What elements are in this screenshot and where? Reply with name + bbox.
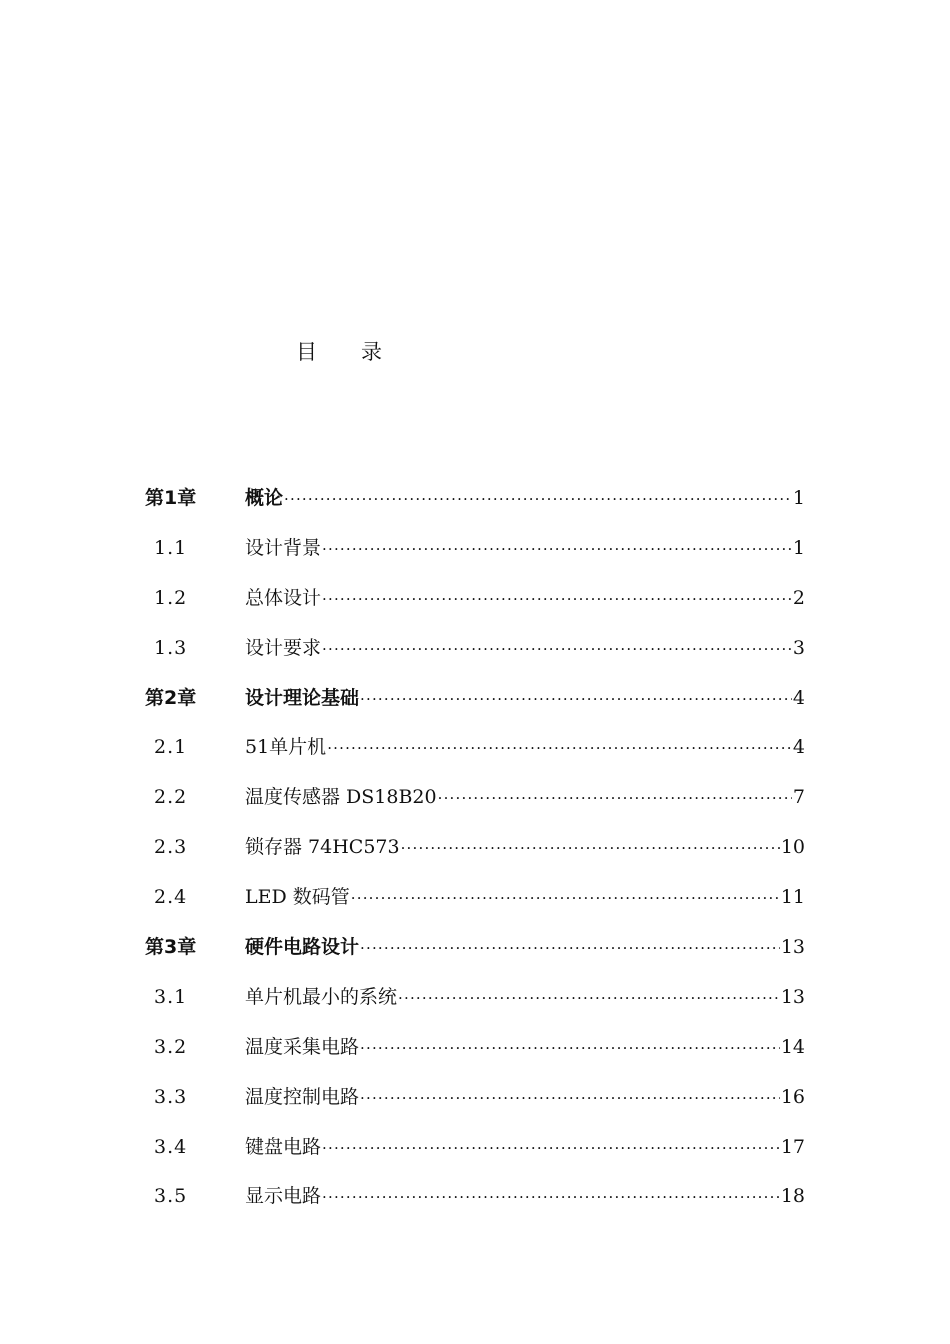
toc-entry xyxy=(245,721,805,774)
toc-title-char-2: 录 xyxy=(361,340,382,364)
toc-dot-leader xyxy=(398,972,780,1024)
toc-entry-number: 3.4 xyxy=(154,1135,188,1158)
toc-entry-title: 温度采集电路 xyxy=(245,1035,360,1058)
toc-dot-leader xyxy=(360,922,780,974)
toc-entry xyxy=(245,971,805,1024)
toc-page-number: 4 xyxy=(792,686,805,709)
toc-chapter-row[interactable] xyxy=(0,672,950,722)
toc-page-number: 13 xyxy=(780,936,805,959)
toc-section-row[interactable] xyxy=(0,821,950,871)
toc-entry-title: 总体设计 xyxy=(245,586,322,609)
toc-entry-number: 1.3 xyxy=(154,636,188,659)
toc-dot-leader xyxy=(322,573,792,625)
toc-dot-leader xyxy=(322,1122,780,1174)
toc-entry-title: 键盘电路 xyxy=(245,1135,322,1158)
toc-entry-number: 1.1 xyxy=(154,536,188,559)
toc-entry xyxy=(245,921,805,974)
toc-entry-number: 3.3 xyxy=(154,1085,188,1108)
toc-dot-leader xyxy=(360,1072,780,1124)
toc-entry-number: 3.1 xyxy=(154,985,188,1008)
table-of-contents xyxy=(0,472,950,1220)
toc-dot-leader xyxy=(351,872,780,924)
toc-entry xyxy=(245,871,805,924)
toc-entry-number: 2.1 xyxy=(154,736,188,759)
toc-section-row[interactable] xyxy=(0,971,950,1021)
toc-dot-leader xyxy=(322,523,792,575)
toc-entry-number: 3.5 xyxy=(154,1185,188,1208)
toc-page-number: 13 xyxy=(780,985,805,1008)
toc-title-char-1: 目 xyxy=(296,340,317,364)
toc-section-row[interactable] xyxy=(0,771,950,821)
toc-dot-leader xyxy=(360,1022,780,1074)
toc-dot-leader xyxy=(322,623,792,675)
toc-entry xyxy=(245,472,805,525)
toc-entry-title: 概论 xyxy=(245,487,284,509)
toc-entry-title: 单片机最小的系统 xyxy=(245,985,398,1008)
toc-entry-title: 51单片机 xyxy=(245,736,327,759)
toc-entry-title: 温度传感器 DS18B20 xyxy=(245,786,437,809)
toc-dot-leader xyxy=(438,772,792,824)
toc-page-number: 1 xyxy=(792,487,805,509)
toc-entry-number: 1.2 xyxy=(154,586,188,609)
toc-entry xyxy=(245,572,805,625)
toc-entry-number: 第2章 xyxy=(145,686,197,709)
toc-entry-title: 显示电路 xyxy=(245,1185,322,1208)
toc-page-number: 17 xyxy=(780,1135,805,1158)
toc-page-number: 7 xyxy=(792,786,805,809)
toc-page-number: 4 xyxy=(792,736,805,759)
toc-entry xyxy=(245,672,805,725)
toc-entry xyxy=(245,622,805,675)
toc-entry-number: 第3章 xyxy=(145,936,197,959)
toc-entry xyxy=(245,1170,805,1223)
toc-page-number: 10 xyxy=(780,836,805,859)
toc-page-number: 1 xyxy=(792,536,805,559)
toc-entry xyxy=(245,522,805,575)
toc-page-number: 14 xyxy=(780,1035,805,1058)
toc-page-number: 16 xyxy=(780,1085,805,1108)
toc-entry-number: 2.3 xyxy=(154,836,188,859)
toc-section-row[interactable] xyxy=(0,572,950,622)
toc-entry xyxy=(245,1021,805,1074)
toc-section-row[interactable] xyxy=(0,1021,950,1071)
toc-entry-title: 锁存器 74HC573 xyxy=(245,836,400,859)
toc-chapter-row[interactable] xyxy=(0,472,950,522)
toc-section-row[interactable] xyxy=(0,721,950,771)
toc-dot-leader xyxy=(284,473,792,525)
toc-entry-number: 3.2 xyxy=(154,1035,188,1058)
toc-entry xyxy=(245,1121,805,1174)
toc-section-row[interactable] xyxy=(0,1121,950,1171)
toc-title xyxy=(296,336,382,366)
toc-dot-leader xyxy=(401,822,780,874)
toc-entry-title: 硬件电路设计 xyxy=(245,936,360,959)
toc-entry xyxy=(245,771,805,824)
toc-entry-number: 2.4 xyxy=(154,886,188,909)
toc-section-row[interactable] xyxy=(0,871,950,921)
toc-page-number: 18 xyxy=(780,1185,805,1208)
toc-dot-leader xyxy=(322,1171,780,1223)
toc-section-row[interactable] xyxy=(0,1170,950,1220)
toc-entry-number: 2.2 xyxy=(154,786,188,809)
toc-page-number: 11 xyxy=(780,886,805,909)
toc-section-row[interactable] xyxy=(0,622,950,672)
toc-page-number: 2 xyxy=(792,586,805,609)
toc-page-number: 3 xyxy=(792,636,805,659)
toc-dot-leader xyxy=(360,673,792,725)
toc-entry-title: 温度控制电路 xyxy=(245,1085,360,1108)
toc-chapter-row[interactable] xyxy=(0,921,950,971)
toc-entry xyxy=(245,1071,805,1124)
toc-dot-leader xyxy=(327,722,792,774)
toc-entry-title: 设计理论基础 xyxy=(245,686,360,709)
toc-entry-title: 设计要求 xyxy=(245,636,322,659)
toc-section-row[interactable] xyxy=(0,522,950,572)
toc-section-row[interactable] xyxy=(0,1071,950,1121)
toc-entry xyxy=(245,821,805,874)
toc-entry-title: LED 数码管 xyxy=(245,886,350,909)
toc-entry-number: 第1章 xyxy=(145,487,197,509)
toc-entry-title: 设计背景 xyxy=(245,536,322,559)
